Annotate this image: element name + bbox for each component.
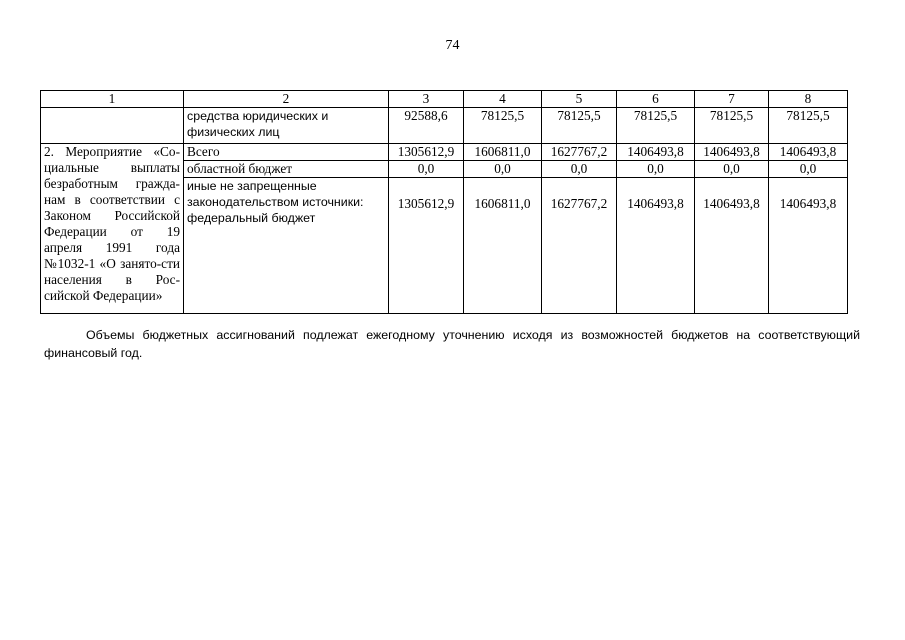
column-number-row [41, 91, 848, 108]
column-number: 3 [389, 91, 464, 108]
value-cell: 78125,5 [542, 108, 617, 144]
value-cell: 0,0 [464, 161, 542, 178]
value-cell: 1406493,8 [695, 144, 769, 161]
column-number: 1 [41, 91, 184, 108]
value-cell: 0,0 [389, 161, 464, 178]
value-cell: 1406493,8 [769, 144, 848, 161]
value-cell: 1406493,8 [769, 178, 848, 314]
value-cell: 1305612,9 [389, 178, 464, 314]
value-cell: 0,0 [695, 161, 769, 178]
value-cell: 0,0 [769, 161, 848, 178]
table-row-total [41, 144, 848, 161]
column-number: 7 [695, 91, 769, 108]
value-cell: 78125,5 [695, 108, 769, 144]
value-cell: 1305612,9 [389, 144, 464, 161]
column-number: 2 [184, 91, 389, 108]
value-cell: 1627767,2 [542, 178, 617, 314]
table-row-legal-entities [41, 108, 848, 144]
value-cell: 1606811,0 [464, 178, 542, 314]
source-label-federal: федеральный бюджет [187, 211, 316, 225]
value-cell: 78125,5 [617, 108, 695, 144]
value-cell: 0,0 [617, 161, 695, 178]
activity-title: 2. Мероприятие «Со-циальные выплаты безработным гражда-нам в соответствии с Законом Российской Федерации от 19 апреля 1991 года №1032-1 «О занято-сти населения в Рос-сийской Федерации» [41, 144, 184, 314]
budget-footnote: Объемы бюджетных ассигнований подлежат ежегодному уточнению исходя из возможностей бюджетов на соответствующий финансовый год. [44, 328, 860, 360]
column-number: 6 [617, 91, 695, 108]
value-cell: 1406493,8 [695, 178, 769, 314]
source-label: Всего [184, 144, 389, 161]
column-number: 5 [542, 91, 617, 108]
value-cell: 1606811,0 [464, 144, 542, 161]
source-label-other: иные не запрещенные законодательством источники: [187, 179, 364, 209]
empty-cell [41, 108, 184, 144]
value-cell: 0,0 [542, 161, 617, 178]
value-cell: 1406493,8 [617, 178, 695, 314]
value-cell: 78125,5 [464, 108, 542, 144]
source-label-group [184, 178, 389, 314]
column-number: 8 [769, 91, 848, 108]
budget-table [40, 90, 848, 314]
source-label: средства юридических и физических лиц [184, 108, 389, 144]
value-cell: 92588,6 [389, 108, 464, 144]
value-cell: 1627767,2 [542, 144, 617, 161]
value-cell: 1406493,8 [617, 144, 695, 161]
page-number: 74 [445, 38, 460, 53]
source-label: областной бюджет [184, 161, 389, 178]
column-number: 4 [464, 91, 542, 108]
value-cell: 78125,5 [769, 108, 848, 144]
